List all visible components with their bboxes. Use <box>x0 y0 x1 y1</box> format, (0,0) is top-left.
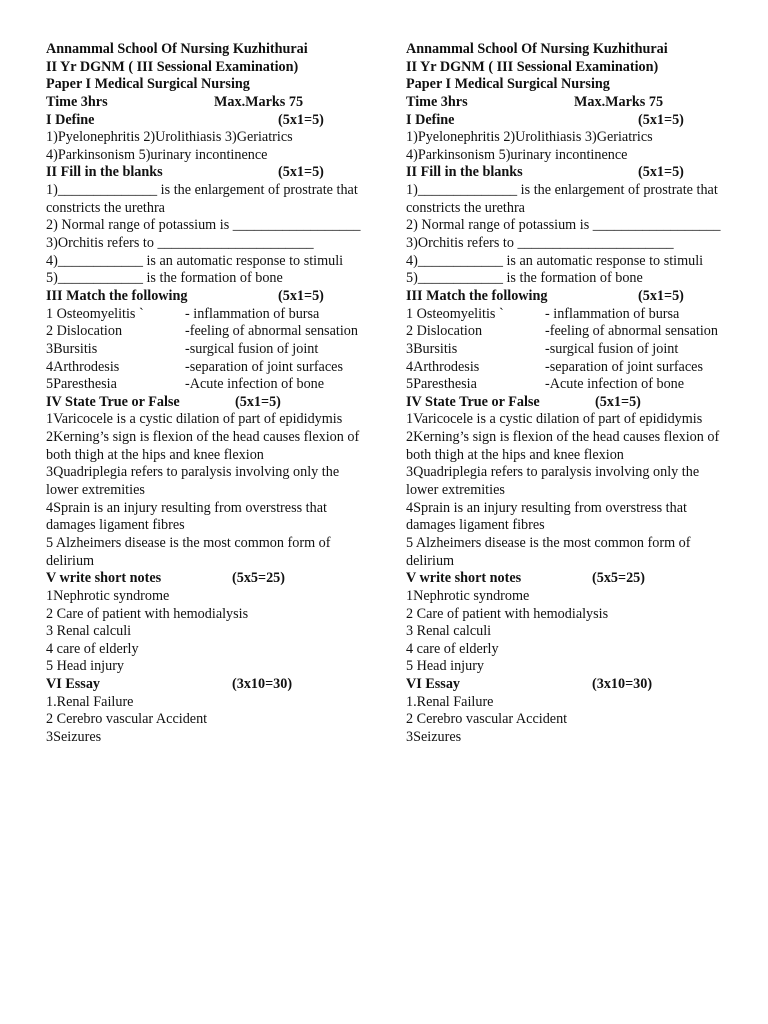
match-right: -surgical fusion of joint <box>545 340 679 357</box>
short-note-item: 4 care of elderly <box>406 640 499 657</box>
match-row <box>406 306 736 324</box>
tf-line: delirium <box>406 552 455 569</box>
tf-line: 2Kerning’s sign is flexion of the head causes flexion of <box>406 429 720 446</box>
essay-item: 1.Renal Failure <box>406 693 494 710</box>
section-short-heading <box>406 570 736 588</box>
section-title: IV State True or False <box>46 393 180 410</box>
match-left: 1 Osteomyelitis ` <box>46 305 144 322</box>
match-left: 1 Osteomyelitis ` <box>406 305 504 322</box>
section-title: VI Essay <box>46 676 101 693</box>
match-row <box>406 376 736 394</box>
section-marks: (3x10=30) <box>232 676 293 693</box>
section-marks: (3x10=30) <box>592 676 653 693</box>
short-note-item: 1Nephrotic syndrome <box>46 587 170 604</box>
essay-item: 3Seizures <box>406 728 462 745</box>
section-title: V write short notes <box>406 570 522 587</box>
match-left: 2 Dislocation <box>46 323 123 340</box>
section-title: VI Essay <box>406 676 461 693</box>
section-title: III Match the following <box>46 287 188 304</box>
section-marks: (5x1=5) <box>638 287 684 304</box>
short-note-item: 4 care of elderly <box>46 640 139 657</box>
section-marks: (5x5=25) <box>232 570 286 587</box>
match-right: -Acute infection of bone <box>545 376 685 393</box>
question-paper-right <box>406 41 736 747</box>
time-marks-row <box>46 94 376 112</box>
tf-line: 3Quadriplegia refers to paralysis involving only the <box>46 464 340 481</box>
section-marks: (5x1=5) <box>638 111 684 128</box>
time-label: Time 3hrs <box>406 93 468 110</box>
tf-line: 5 Alzheimers disease is the most common form of <box>46 534 331 551</box>
school-name: Annammal School Of Nursing Kuzhithurai <box>406 41 668 57</box>
tf-line: 2Kerning’s sign is flexion of the head causes flexion of <box>46 429 360 446</box>
fill-question: 1)______________ is the enlargement of prostrate that <box>46 182 358 199</box>
time-marks-row <box>406 94 736 112</box>
match-right: -surgical fusion of joint <box>185 340 319 357</box>
define-line: 4)Parkinsonism 5)urinary incontinence <box>406 146 628 163</box>
section-essay-heading <box>46 676 376 694</box>
section-truefalse-heading <box>46 394 376 412</box>
section-truefalse-heading <box>406 394 736 412</box>
match-left: 3Bursitis <box>46 340 98 357</box>
match-left: 3Bursitis <box>406 340 458 357</box>
fill-question: 2) Normal range of potassium is __________________ <box>406 217 721 234</box>
section-match-heading <box>46 288 376 306</box>
section-title: I Define <box>46 111 95 128</box>
match-row <box>46 341 376 359</box>
match-row <box>406 341 736 359</box>
section-title: V write short notes <box>46 570 162 587</box>
tf-line: 1Varicocele is a cystic dilation of part of epididymis <box>406 411 703 428</box>
fill-question: 5)____________ is the formation of bone <box>46 270 283 287</box>
define-line: 4)Parkinsonism 5)urinary incontinence <box>46 146 268 163</box>
section-fill-heading <box>406 164 736 182</box>
fill-question: 3)Orchitis refers to ______________________ <box>46 235 314 252</box>
section-marks: (5x5=25) <box>592 570 646 587</box>
max-marks-label: Max.Marks 75 <box>574 93 664 110</box>
section-title: II Fill in the blanks <box>46 164 163 181</box>
essay-item: 3Seizures <box>46 728 102 745</box>
section-marks: (5x1=5) <box>595 393 641 410</box>
match-left: 2 Dislocation <box>406 323 483 340</box>
essay-item: 2 Cerebro vascular Accident <box>406 711 568 728</box>
fill-question: 4)____________ is an automatic response to stimuli <box>406 252 704 269</box>
match-row <box>46 306 376 324</box>
section-marks: (5x1=5) <box>235 393 281 410</box>
match-right: -separation of joint surfaces <box>545 358 703 375</box>
tf-line: 4Sprain is an injury resulting from overstress that <box>406 499 687 516</box>
section-title: IV State True or False <box>406 393 540 410</box>
match-row <box>46 359 376 377</box>
section-title: III Match the following <box>406 287 548 304</box>
tf-line: 5 Alzheimers disease is the most common form of <box>406 534 691 551</box>
define-line: 1)Pyelonephritis 2)Urolithiasis 3)Geriatrics <box>46 129 293 146</box>
tf-line: both thigh at the hips and knee flexion <box>406 446 624 463</box>
section-title: II Fill in the blanks <box>406 164 523 181</box>
question-paper-left <box>46 41 376 747</box>
define-line: 1)Pyelonephritis 2)Urolithiasis 3)Geriatrics <box>406 129 653 146</box>
section-define-heading <box>46 112 376 130</box>
short-note-item: 2 Care of patient with hemodialysis <box>406 605 609 622</box>
fill-question: 3)Orchitis refers to ______________________ <box>406 235 674 252</box>
tf-line: lower extremities <box>46 482 145 499</box>
tf-line: both thigh at the hips and knee flexion <box>46 446 264 463</box>
section-marks: (5x1=5) <box>278 287 324 304</box>
tf-line: damages ligament fibres <box>406 517 545 534</box>
tf-line: 4Sprain is an injury resulting from overstress that <box>46 499 327 516</box>
match-right: - inflammation of bursa <box>545 305 680 322</box>
tf-line: damages ligament fibres <box>46 517 185 534</box>
section-marks: (5x1=5) <box>278 164 324 181</box>
essay-item: 2 Cerebro vascular Accident <box>46 711 208 728</box>
section-define-heading <box>406 112 736 130</box>
match-left: 5Paresthesia <box>406 376 477 393</box>
match-right: -feeling of abnormal sensation <box>185 323 358 340</box>
short-note-item: 3 Renal calculi <box>46 623 132 640</box>
fill-question: 4)____________ is an automatic response to stimuli <box>46 252 344 269</box>
section-marks: (5x1=5) <box>278 111 324 128</box>
exam-title: II Yr DGNM ( III Sessional Examination) <box>406 58 659 75</box>
match-row <box>46 323 376 341</box>
match-row <box>406 359 736 377</box>
short-note-item: 5 Head injury <box>46 658 125 675</box>
short-note-item: 3 Renal calculi <box>406 623 492 640</box>
section-short-heading <box>46 570 376 588</box>
fill-question: 1)______________ is the enlargement of prostrate that <box>406 182 718 199</box>
time-label: Time 3hrs <box>46 93 108 110</box>
fill-question: 2) Normal range of potassium is __________________ <box>46 217 361 234</box>
fill-question-cont: constricts the urethra <box>46 199 165 216</box>
school-name: Annammal School Of Nursing Kuzhithurai <box>46 41 308 57</box>
tf-line: 3Quadriplegia refers to paralysis involving only the <box>406 464 700 481</box>
match-right: -separation of joint surfaces <box>185 358 343 375</box>
match-row <box>46 376 376 394</box>
section-title: I Define <box>406 111 455 128</box>
max-marks-label: Max.Marks 75 <box>214 93 304 110</box>
fill-question-cont: constricts the urethra <box>406 199 525 216</box>
exam-title: II Yr DGNM ( III Sessional Examination) <box>46 58 299 75</box>
match-left: 5Paresthesia <box>46 376 117 393</box>
match-right: -Acute infection of bone <box>185 376 325 393</box>
short-note-item: 5 Head injury <box>406 658 485 675</box>
essay-item: 1.Renal Failure <box>46 693 134 710</box>
match-right: - inflammation of bursa <box>185 305 320 322</box>
tf-line: lower extremities <box>406 482 505 499</box>
paper-title: Paper I Medical Surgical Nursing <box>46 76 250 93</box>
tf-line: delirium <box>46 552 95 569</box>
section-essay-heading <box>406 676 736 694</box>
section-marks: (5x1=5) <box>638 164 684 181</box>
section-fill-heading <box>46 164 376 182</box>
match-left: 4Arthrodesis <box>406 358 480 375</box>
short-note-item: 1Nephrotic syndrome <box>406 587 530 604</box>
match-row <box>406 323 736 341</box>
short-note-item: 2 Care of patient with hemodialysis <box>46 605 249 622</box>
match-left: 4Arthrodesis <box>46 358 120 375</box>
match-right: -feeling of abnormal sensation <box>545 323 718 340</box>
tf-line: 1Varicocele is a cystic dilation of part of epididymis <box>46 411 343 428</box>
paper-title: Paper I Medical Surgical Nursing <box>406 76 610 93</box>
section-match-heading <box>406 288 736 306</box>
fill-question: 5)____________ is the formation of bone <box>406 270 643 287</box>
